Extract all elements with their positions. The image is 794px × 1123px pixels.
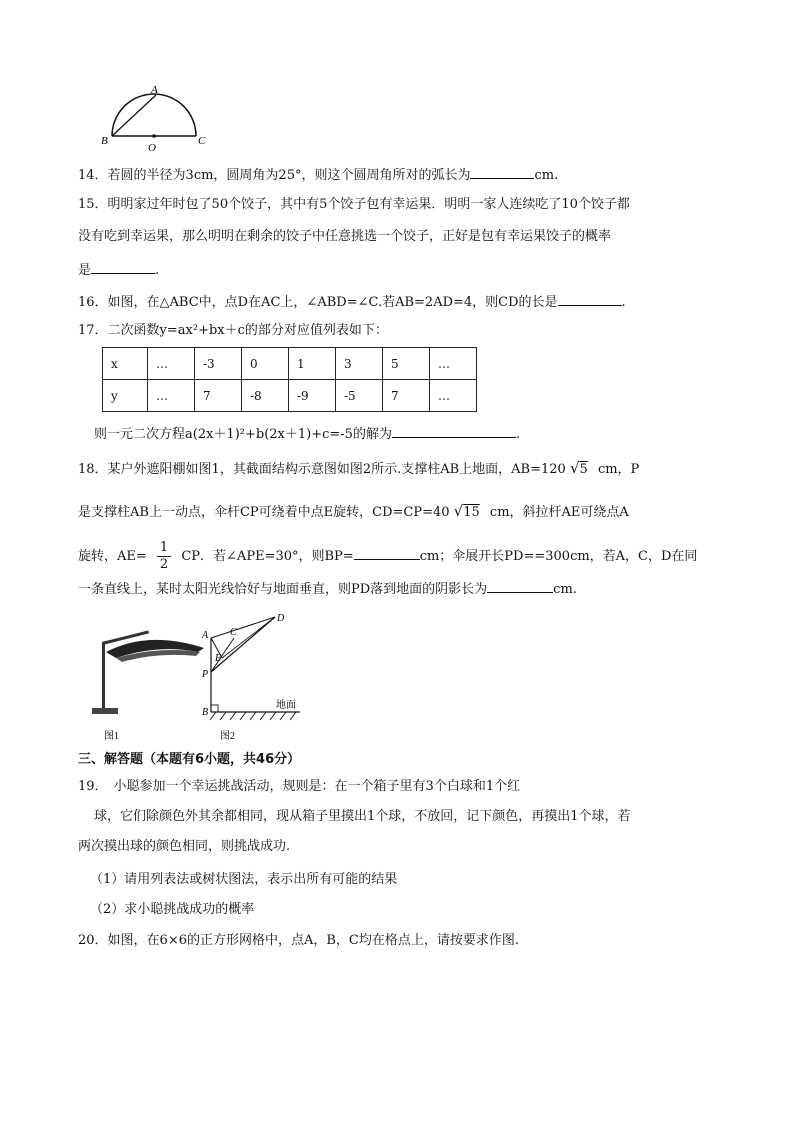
table-cell: … [430,380,477,412]
label-a: A [151,84,158,96]
chord-ba [112,95,156,136]
answer-blank-14[interactable] [470,165,534,179]
semicircle-arc [112,94,196,136]
question-19-sub2: （2）求小聪挑战成功的概率 [90,902,255,917]
ground-hatching [210,712,296,720]
table-cell: … [148,348,195,380]
label-c: C [198,135,206,147]
label-b: B [101,135,108,147]
table-cell: 5 [383,348,430,380]
table-cell: 3 [336,348,383,380]
answer-blank-15[interactable] [91,260,155,274]
question-18-line3: 旋转，AE= $\frac{1}{2}$ CP．若∠APE=30°，则BP= cm；伞展开长PD==300cm，若A，C，D在同 [78,540,698,572]
section-3-heading: 三、解答题（本题有6小题，共46分） [78,752,301,767]
center-point-o [152,134,156,138]
umbrella-pole [102,644,105,710]
label-fig2-a: A [202,630,209,641]
answer-blank-18a[interactable] [354,546,420,560]
table-cell: x [103,348,148,380]
question-19-sub1: （1）请用列表法或树状图法，表示出所有可能的结果 [90,872,398,887]
table-cell: … [148,380,195,412]
question-19-line3: 两次摸出球的颜色相同，则挑战成功. [78,839,291,854]
umbrella-base [92,708,118,714]
table-cell: 7 [383,380,430,412]
table-cell: 1 [289,348,336,380]
label-fig2-p: P [202,669,209,680]
question-14: 14．若圆的半径为3cm，圆周角为25°，则这个圆周角所对的弧长为 cm. [78,165,558,185]
table-cell: 0 [242,348,289,380]
label-o: O [148,142,156,154]
question-18-line2: 是支撑柱AB上一动点，伞杆CP可绕着中点E旋转，CD=CP=40 √15 cm，斜拉杆AE可绕点A [78,502,629,520]
answer-blank-18b[interactable] [487,579,553,593]
question-16: 16．如图，在△ABC中，点D在AC上，∠ABD=∠C.若AB=2AD=4，则CD的长是 . [78,292,626,312]
value-table [102,347,477,412]
table-cell: -8 [242,380,289,412]
question-17-equation: 则一元二次方程a(2x＋1)²+b(2x＋1)+c=-5的解为 . [94,424,520,444]
table-cell: 7 [195,380,242,412]
label-fig2-b: B [202,707,209,718]
table-cell: … [430,348,477,380]
table-cell: -5 [336,380,383,412]
question-19-line2: 球，它们除颜色外其余都相同，现从箱子里摸出1个球，不放回，记下颜色，再摸出1个球，若 [94,809,631,824]
label-fig2-e: E [215,653,222,664]
fraction-one-half: $\frac{1}{2}$ [157,540,171,573]
table-row-x [103,348,477,380]
question-19-line1: 19． 小聪参加一个幸运挑战活动，规则是：在一个箱子里有3个白球和1个红 [78,779,521,794]
question-20: 20．如图，在6×6的正方形网格中，点A，B，C均在格点上，请按要求作图. [78,933,520,948]
question-18-line1: 18．某户外遮阳棚如图1，其截面结构示意图如图2所示.支撑柱AB上地面，AB=120 √5 cm，P [78,459,640,477]
label-fig2-d: D [277,613,285,624]
question-15-line1: 15．明明家过年时包了50个饺子，其中有5个饺子包有幸运果．明明一家人连续吃了10个饺子都 [78,197,630,212]
ground-label: 地面 [276,700,296,711]
table-row-y [103,380,477,412]
question-18-line4: 一条直线上，某时太阳光线恰好与地面垂直，则PD落到地面的阴影长为 cm. [78,579,577,599]
figure-2-caption: 图2 [220,731,235,742]
label-fig2-c: C [230,627,237,638]
answer-blank-17[interactable] [392,424,516,438]
answer-blank-16[interactable] [558,292,622,306]
question-15-line2: 没有吃到幸运果，那么明明在剩余的饺子中任意挑选一个饺子，正好是包有幸运果饺子的概率 [78,229,612,244]
question-15-line3: 是 . [78,260,159,280]
table-cell: y [103,380,148,412]
right-angle-mark [211,705,218,712]
rod-ad [211,617,275,638]
semicircle-figure [100,82,210,154]
figure-1-caption: 图1 [104,731,119,742]
table-cell: -3 [195,348,242,380]
table-cell: -9 [289,380,336,412]
figure-2-schematic [196,610,306,744]
question-17: 17．二次函数y=ax²+bx＋c的部分对应值列表如下： [78,323,388,338]
